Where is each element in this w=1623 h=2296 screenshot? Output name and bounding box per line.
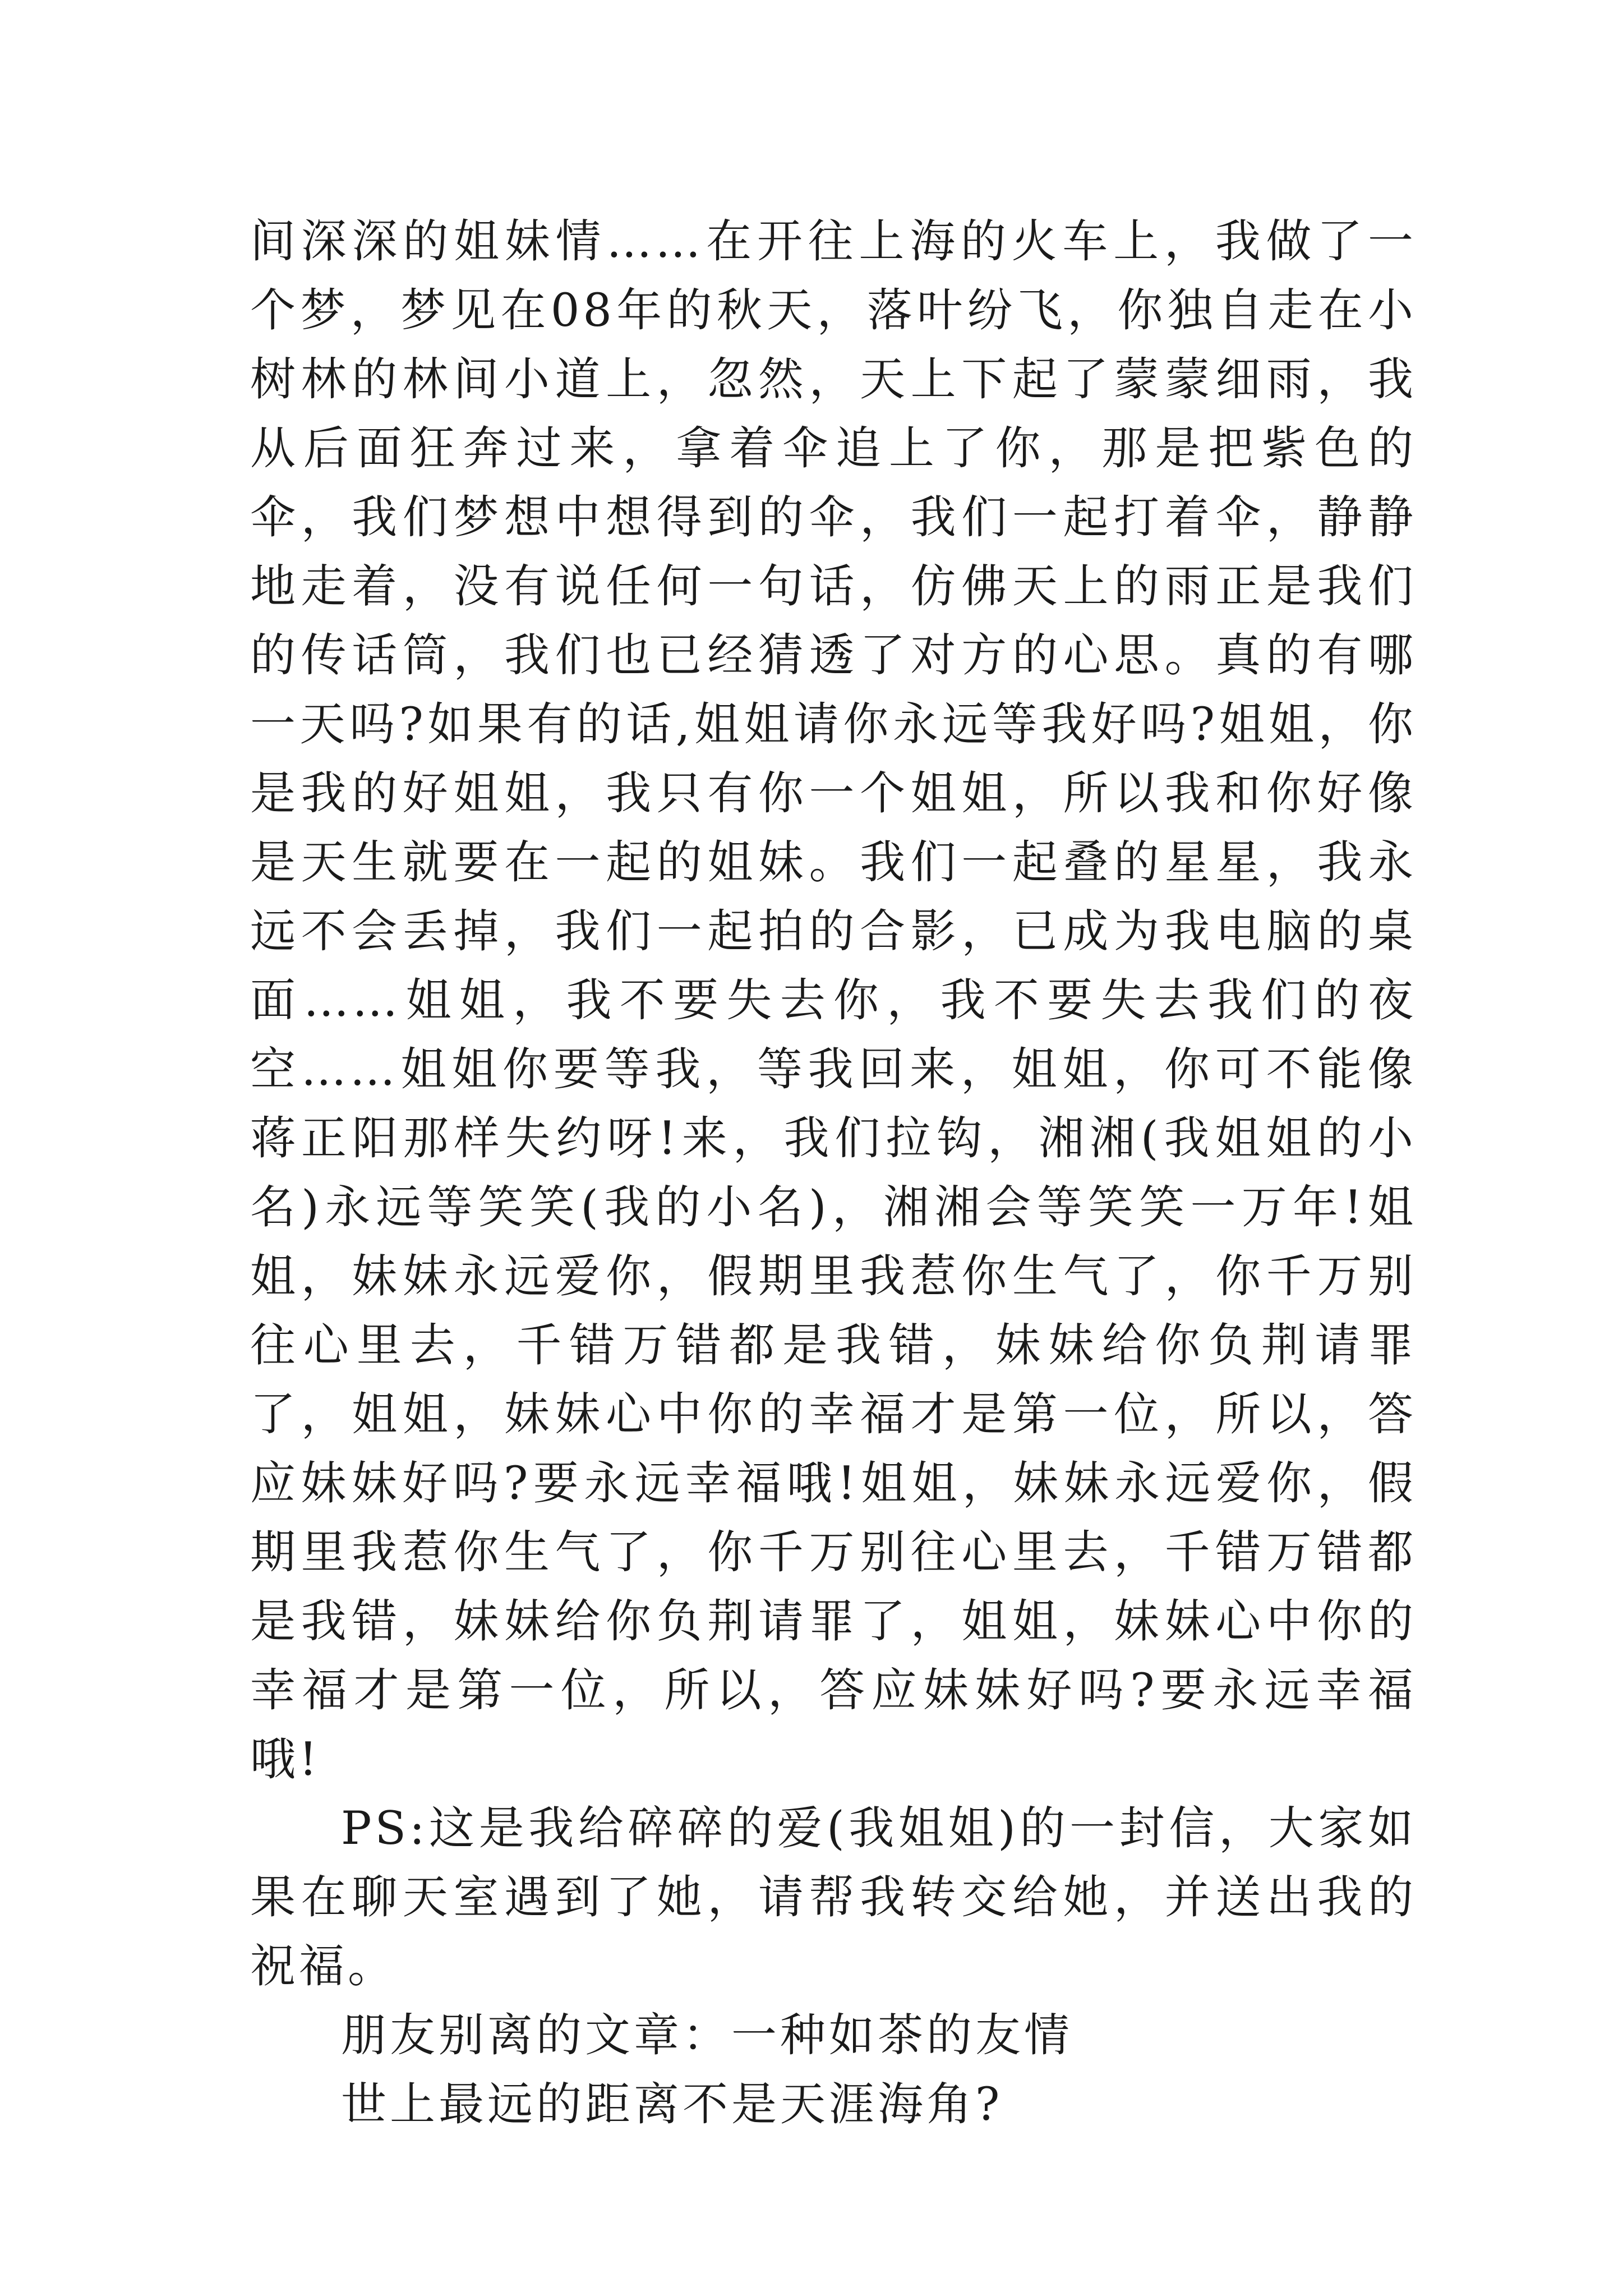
paragraph-postscript: PS:这是我给碎碎的爱(我姐姐)的一封信，大家如果在聊天室遇到了她，请帮我转交给她，并送出我的祝福。 [250, 1802, 1417, 1993]
paragraph-letter-body: 间深深的姐妹情……在开往上海的火车上，我做了一个梦，梦见在08年的秋天，落叶纷飞，你独自走在小树林的林间小道上，忽然，天上下起了蒙蒙细雨，我从后面狂奔过来，拿着伞追上了你，那是把紫色的伞，我们梦想中想得到的伞，我们一起打着伞，静静地走着，没有说任何一句话，仿佛天上的雨正是我们的传话筒，我们也已经猜透了对方的心思。真的有哪一天吗?如果有的话,姐姐请你永远等我好吗?姐姐，你是我的好姐姐，我只有你一个姐姐，所以我和你好像是天生就要在一起的姐妹。我们一起叠的星星，我永远不会丢掉，我们一起拍的合影，已成为我电脑的桌面……姐姐，我不要失去你，我不要失去我们的夜空……姐姐你要等我，等我回来，姐姐，你可不能像蒋正阳那样失约呀!来，我们拉钩，湘湘(我姐姐的小名)永远等笑笑(我的小名)，湘湘会等笑笑一万年!姐姐，妹妹永远爱你，假期里我惹你生气了，你千万别往心里去，千错万错都是我错，妹妹给你负荆请罪了，姐姐，妹妹心中你的幸福才是第一位，所以，答应妹妹好吗?要永远幸福哦!姐姐，妹妹永远爱你，假期里我惹你生气了，你千万别往心里去，千错万错都是我错，妹妹给你负荆请罪了，姐姐，妹妹心中你的幸福才是第一位，所以，答应妹妹好吗?要永远幸福哦! [250, 215, 1417, 1786]
paragraph-article-title: 朋友别离的文章：一种如茶的友情 [341, 2009, 1073, 2062]
document-body [250, 208, 1417, 2139]
paragraph-opening-line: 世上最远的距离不是天涯海角? [341, 2078, 1003, 2131]
